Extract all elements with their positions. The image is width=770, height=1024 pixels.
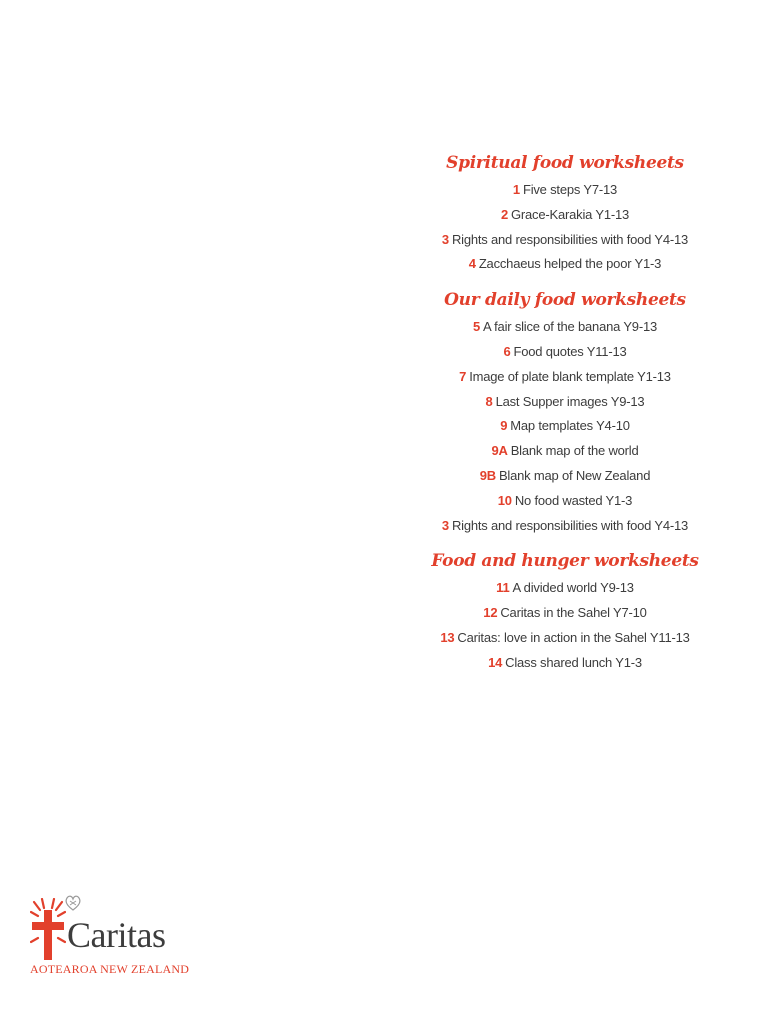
list-item: [420, 464, 710, 489]
list-item: [420, 315, 710, 340]
item-number: 2: [500, 206, 508, 222]
logo-subtitle: AOTEAROA NEW ZEALAND: [30, 962, 190, 976]
item-label: Blank map of the world: [510, 443, 639, 459]
section-spiritual-food: [420, 150, 710, 277]
section-heading: Spiritual food worksheets: [446, 153, 684, 173]
list-item: [420, 489, 710, 514]
list-item: [420, 365, 710, 390]
list-item: [420, 252, 710, 277]
item-number: 7: [459, 368, 467, 384]
item-number: 9B: [479, 467, 496, 483]
list-item: [420, 228, 710, 253]
worksheet-list: [420, 150, 710, 686]
item-label: Blank map of New Zealand: [498, 467, 651, 483]
section-daily-food: [420, 287, 710, 538]
item-number: 11: [496, 580, 510, 596]
item-number: 9: [500, 418, 508, 434]
item-label: A divided world Y9-13: [512, 580, 634, 596]
list-item: [420, 178, 710, 203]
item-label: Class shared lunch Y1-3: [505, 654, 642, 670]
item-label: Rights and responsibilities with food Y4-13: [451, 231, 689, 247]
item-number: 8: [485, 393, 493, 409]
item-label: No food wasted Y1-3: [514, 492, 633, 508]
item-label: Rights and responsibilities with food Y4-13: [451, 517, 689, 533]
item-label: Map templates Y4-10: [510, 418, 630, 434]
list-item: [420, 203, 710, 228]
item-number: 9A: [491, 443, 508, 459]
section-heading: Our daily food worksheets: [444, 290, 686, 311]
item-label: A fair slice of the banana Y9-13: [482, 319, 658, 335]
item-number: 1: [512, 182, 520, 197]
list-item: [420, 576, 710, 601]
item-number: 6: [503, 343, 511, 359]
item-label: Caritas in the Sahel Y7-10: [500, 605, 647, 621]
item-number: 10: [497, 492, 512, 508]
item-number: 3: [441, 517, 449, 533]
list-item: [420, 340, 710, 365]
item-number: 13: [440, 629, 455, 645]
item-label: Image of plate blank template Y1-13: [469, 368, 671, 384]
section-food-and-hunger: [420, 548, 710, 675]
section-heading: Food and hunger worksheets: [431, 551, 699, 572]
item-number: 4: [468, 256, 476, 272]
list-item: [420, 514, 710, 539]
item-label: Last Supper images Y9-13: [495, 393, 645, 409]
list-item: [420, 626, 710, 651]
caritas-cross-icon: [30, 898, 66, 962]
item-label: Grace-Karakia Y1-13: [510, 206, 630, 222]
item-label: Five steps Y7-13: [522, 182, 618, 197]
caritas-logo: [30, 892, 190, 982]
item-number: 12: [483, 605, 498, 621]
list-item: [420, 601, 710, 626]
item-label: Zacchaeus helped the poor Y1-3: [478, 256, 662, 272]
list-item: [420, 414, 710, 439]
list-item: [420, 390, 710, 415]
heart-figure-icon: [64, 894, 82, 912]
item-number: 5: [472, 319, 480, 335]
item-number: 14: [488, 654, 503, 670]
list-item: [420, 651, 710, 676]
logo-wordmark: Caritas: [67, 915, 166, 955]
item-number: 3: [441, 231, 449, 247]
item-label: Food quotes Y11-13: [513, 343, 627, 359]
list-item: [420, 439, 710, 464]
item-label: Caritas: love in action in the Sahel Y11-13: [457, 629, 690, 645]
